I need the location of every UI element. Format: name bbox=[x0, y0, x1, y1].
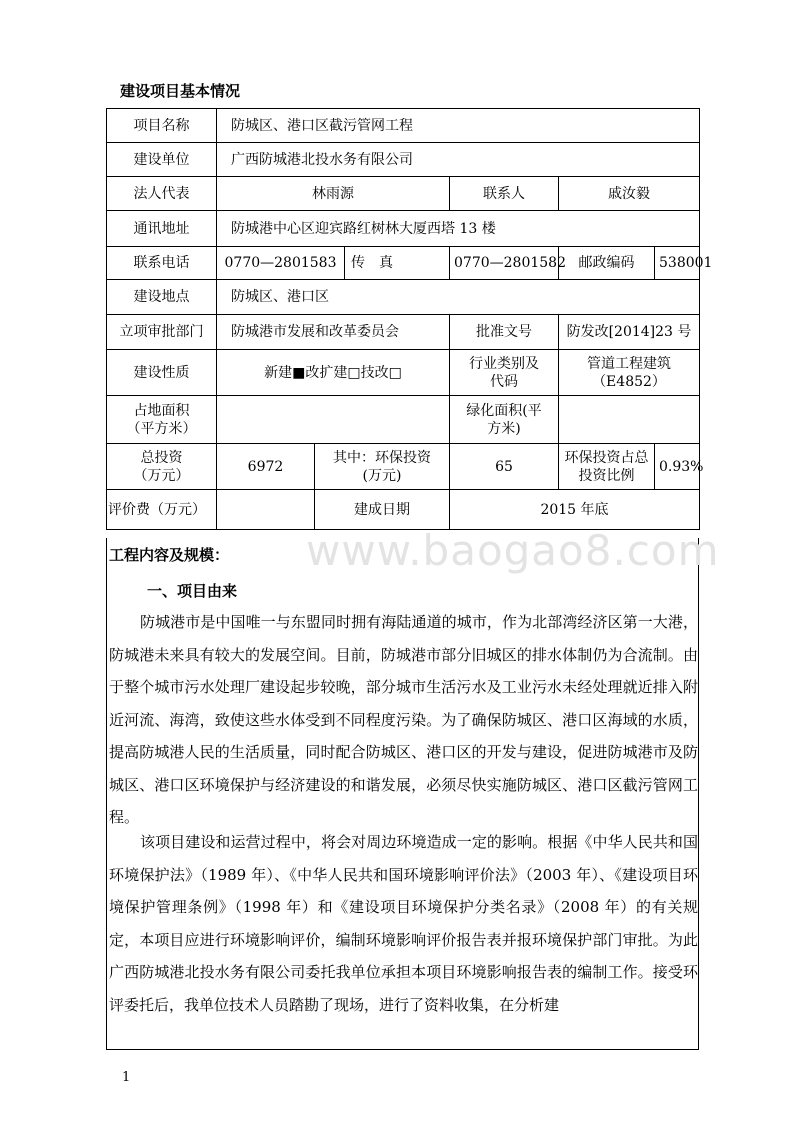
approval-no-value: 防发改[2014]23 号 bbox=[559, 315, 700, 350]
env-investment-value: 65 bbox=[450, 444, 559, 490]
contact-label: 联系人 bbox=[450, 177, 559, 211]
site-value: 防城区、港口区 bbox=[217, 280, 700, 315]
postcode-value: 538001 bbox=[655, 247, 700, 280]
industry-label: 行业类别及代码 bbox=[450, 350, 559, 396]
legal-rep-label: 法人代表 bbox=[107, 177, 217, 211]
completion-date-value: 2015 年底 bbox=[450, 490, 700, 530]
approval-dept-label: 立项审批部门 bbox=[107, 315, 217, 350]
paragraph-eia: 该项目建设和运营过程中，将会对周边环境造成一定的影响。根据《中华人民共和国环境保护法》（1989 年）、《中华人民共和国环境影响评价法》（2003 年）、《建设项目环境保护管理条例》（1998 年）和《建设项目环境保护分类名录》（2008 年）的有关规定，本项目应进行环境影响评价，编制环境影响评价报告表并报环境保护部门审批。为此广西防城港北投水务有限公司委托我单位承担本项目环境影响报告表的编制工作。接受环评委托后，我单位技术人员踏勘了现场，进行了资料收集，在分析建 bbox=[109, 833, 698, 1014]
total-investment-label: 总投资（万元） bbox=[107, 444, 217, 490]
green-area-label: 绿化面积(平方米) bbox=[450, 396, 559, 444]
page-heading: 建设项目基本情况 bbox=[120, 82, 241, 100]
paragraph-origin: 防城港市是中国唯一与东盟同时拥有海陆通道的城市，作为北部湾经济区第一大港，防城港未来具有较大的发展空间。目前，防城港市部分旧城区的排水体制仍为合流制。由于整个城市污水处理厂建设起步较晚，部分城市生活污水及工业污水未经处理就近排入附近河流、海湾，致使这些水体受到不同程度污染。为了确保防城区、港口区海域的水质，提高防城港人民的生活质量，同时配合防城区、港口区的开发与建设，促进防城港市及防城区、港口区环境保护与经济建设的和谐发展，必须尽快实施防城区、港口区截污管网工程。 bbox=[109, 613, 698, 826]
address-value: 防城港中心区迎宾路红树林大厦西塔 13 楼 bbox=[217, 211, 700, 247]
nature-value: 新建■改扩建□技改□ bbox=[217, 350, 450, 396]
total-investment-value: 6972 bbox=[217, 444, 315, 490]
sub-title: 一、项目由来 bbox=[147, 582, 238, 600]
phone-value: 0770—2801583 bbox=[217, 247, 345, 280]
land-area-value bbox=[217, 396, 450, 444]
phone-label: 联系电话 bbox=[107, 247, 217, 280]
green-area-value bbox=[559, 396, 700, 444]
env-investment-label: 其中：环保投资(万元) bbox=[315, 444, 450, 490]
site-label: 建设地点 bbox=[107, 280, 217, 315]
fax-value: 0770—2801582 bbox=[450, 247, 559, 280]
legal-rep-value: 林雨源 bbox=[217, 177, 450, 211]
project-info-table bbox=[106, 108, 713, 530]
approval-dept-value: 防城港市发展和改革委员会 bbox=[217, 315, 450, 350]
section-title: 工程内容及规模： bbox=[109, 546, 230, 564]
eval-fee-label: 评价费（万元） bbox=[107, 490, 217, 530]
nature-label: 建设性质 bbox=[107, 350, 217, 396]
project-name-label: 项目名称 bbox=[107, 109, 217, 143]
project-content-section bbox=[106, 538, 699, 1050]
address-label: 通讯地址 bbox=[107, 211, 217, 247]
postcode-label: 邮政编码 bbox=[559, 247, 655, 280]
page-number: 1 bbox=[122, 1070, 131, 1085]
fax-label: 传 真 bbox=[345, 247, 450, 280]
env-ratio-label: 环保投资占总投资比例 bbox=[559, 444, 655, 490]
builder-value: 广西防城港北投水务有限公司 bbox=[217, 143, 700, 177]
builder-label: 建设单位 bbox=[107, 143, 217, 177]
contact-value: 戚汝毅 bbox=[559, 177, 700, 211]
completion-date-label: 建成日期 bbox=[315, 490, 450, 530]
eval-fee-value bbox=[217, 490, 315, 530]
project-name-value: 防城区、港口区截污管网工程 bbox=[217, 109, 700, 143]
industry-value: 管道工程建筑（E4852） bbox=[559, 350, 700, 396]
land-area-label: 占地面积（平方米） bbox=[107, 396, 217, 444]
watermark: www.baogao8.com bbox=[306, 526, 720, 575]
env-ratio-value: 0.93% bbox=[655, 444, 700, 490]
approval-no-label: 批准文号 bbox=[450, 315, 559, 350]
